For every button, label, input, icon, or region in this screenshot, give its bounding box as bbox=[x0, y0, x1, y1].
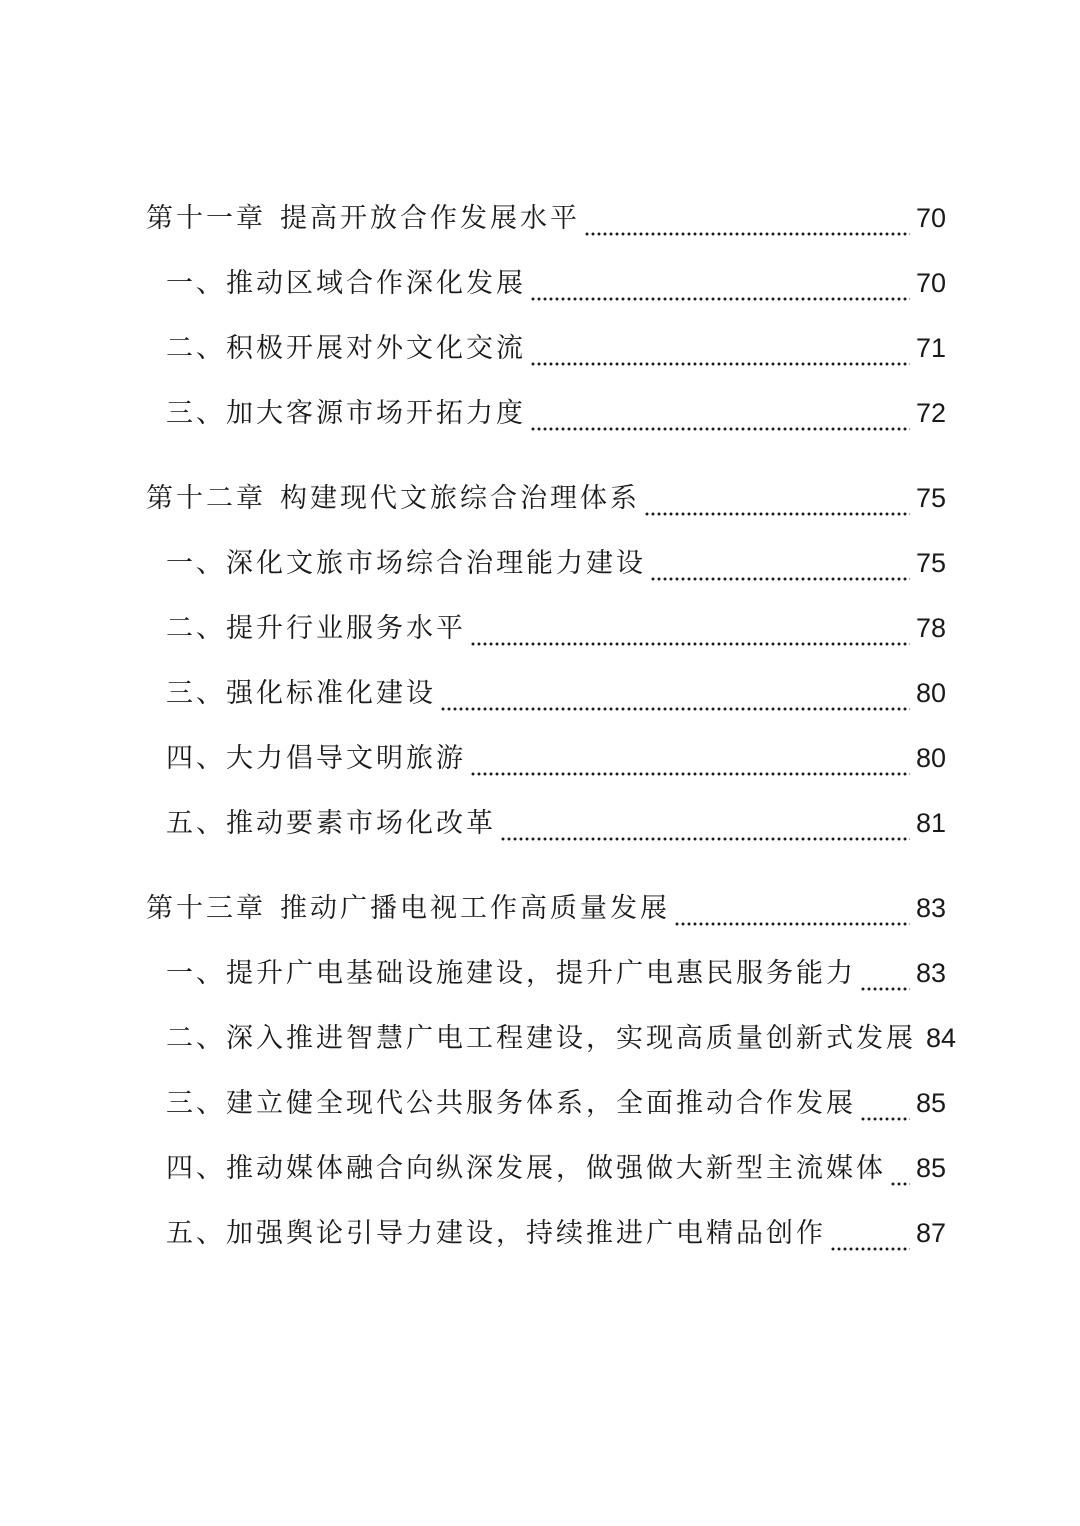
dot-leader bbox=[584, 232, 910, 236]
chapter-label: 第十三章 bbox=[146, 893, 266, 924]
page-number: 75 bbox=[915, 483, 946, 513]
page-number: 87 bbox=[915, 1218, 946, 1248]
page-number: 80 bbox=[915, 743, 946, 773]
toc-section[interactable] bbox=[146, 1143, 946, 1208]
table-of-contents bbox=[146, 193, 957, 1273]
dot-leader bbox=[890, 1182, 910, 1186]
dot-leader bbox=[644, 512, 910, 516]
toc-section[interactable] bbox=[146, 1013, 957, 1078]
section-title: 四、推动媒体融合向纵深发展，做强做大新型主流媒体 bbox=[166, 1153, 886, 1184]
section-title: 三、建立健全现代公共服务体系，全面推动合作发展 bbox=[166, 1088, 856, 1119]
section-title: 三、加大客源市场开拓力度 bbox=[166, 398, 526, 429]
section-title: 五、加强舆论引导力建设，持续推进广电精品创作 bbox=[166, 1218, 826, 1249]
chapter-title bbox=[146, 884, 670, 934]
chapter-heading: 推动广播电视工作高质量发展 bbox=[280, 893, 670, 924]
dot-leader bbox=[530, 427, 910, 431]
toc-section[interactable] bbox=[146, 538, 946, 603]
page-number: 70 bbox=[915, 268, 946, 298]
dot-leader bbox=[674, 922, 910, 926]
page-number: 84 bbox=[926, 1023, 957, 1053]
toc-section[interactable] bbox=[146, 603, 946, 668]
page-number: 85 bbox=[915, 1088, 946, 1118]
dot-leader bbox=[500, 837, 910, 841]
section-title: 二、提升行业服务水平 bbox=[166, 613, 466, 644]
section-title: 一、深化文旅市场综合治理能力建设 bbox=[166, 548, 646, 579]
chapter-heading: 构建现代文旅综合治理体系 bbox=[280, 483, 640, 514]
section-title: 五、推动要素市场化改革 bbox=[166, 808, 496, 839]
dot-leader bbox=[830, 1247, 910, 1251]
dot-leader bbox=[530, 362, 910, 366]
page-number: 80 bbox=[915, 678, 946, 708]
toc-chapter-12[interactable] bbox=[146, 473, 946, 538]
toc-section[interactable] bbox=[146, 1208, 946, 1273]
page-number: 71 bbox=[915, 333, 946, 363]
chapter-label: 第十二章 bbox=[146, 483, 266, 514]
dot-leader bbox=[650, 577, 910, 581]
toc-section[interactable] bbox=[146, 323, 946, 388]
section-title: 一、推动区域合作深化发展 bbox=[166, 268, 526, 299]
dot-leader bbox=[530, 297, 910, 301]
dot-leader bbox=[470, 772, 910, 776]
chapter-title bbox=[146, 194, 580, 244]
toc-section[interactable] bbox=[146, 388, 946, 453]
toc-section[interactable] bbox=[146, 733, 946, 798]
section-title: 三、强化标准化建设 bbox=[166, 678, 436, 709]
section-title: 一、提升广电基础设施建设，提升广电惠民服务能力 bbox=[166, 958, 856, 989]
toc-section[interactable] bbox=[146, 798, 946, 863]
page-number: 72 bbox=[915, 398, 946, 428]
toc-section[interactable] bbox=[146, 258, 946, 323]
toc-chapter-11[interactable] bbox=[146, 193, 946, 258]
page-number: 85 bbox=[915, 1153, 946, 1183]
dot-leader bbox=[470, 642, 910, 646]
chapter-label: 第十一章 bbox=[146, 203, 266, 234]
toc-chapter-13[interactable] bbox=[146, 883, 946, 948]
chapter-title bbox=[146, 474, 640, 524]
section-title: 二、积极开展对外文化交流 bbox=[166, 333, 526, 364]
page-number: 83 bbox=[915, 958, 946, 988]
page-number: 78 bbox=[915, 613, 946, 643]
chapter-heading: 提高开放合作发展水平 bbox=[280, 203, 580, 234]
dot-leader bbox=[440, 707, 910, 711]
page-number: 75 bbox=[915, 548, 946, 578]
section-title: 四、大力倡导文明旅游 bbox=[166, 743, 466, 774]
section-title: 二、深入推进智慧广电工程建设，实现高质量创新式发展 bbox=[166, 1023, 916, 1054]
dot-leader bbox=[860, 1117, 910, 1121]
dot-leader bbox=[860, 987, 910, 991]
toc-section[interactable] bbox=[146, 1078, 946, 1143]
page-number: 81 bbox=[915, 808, 946, 838]
page-number: 83 bbox=[915, 893, 946, 923]
page-number: 70 bbox=[915, 203, 946, 233]
toc-section[interactable] bbox=[146, 948, 946, 1013]
toc-section[interactable] bbox=[146, 668, 946, 733]
